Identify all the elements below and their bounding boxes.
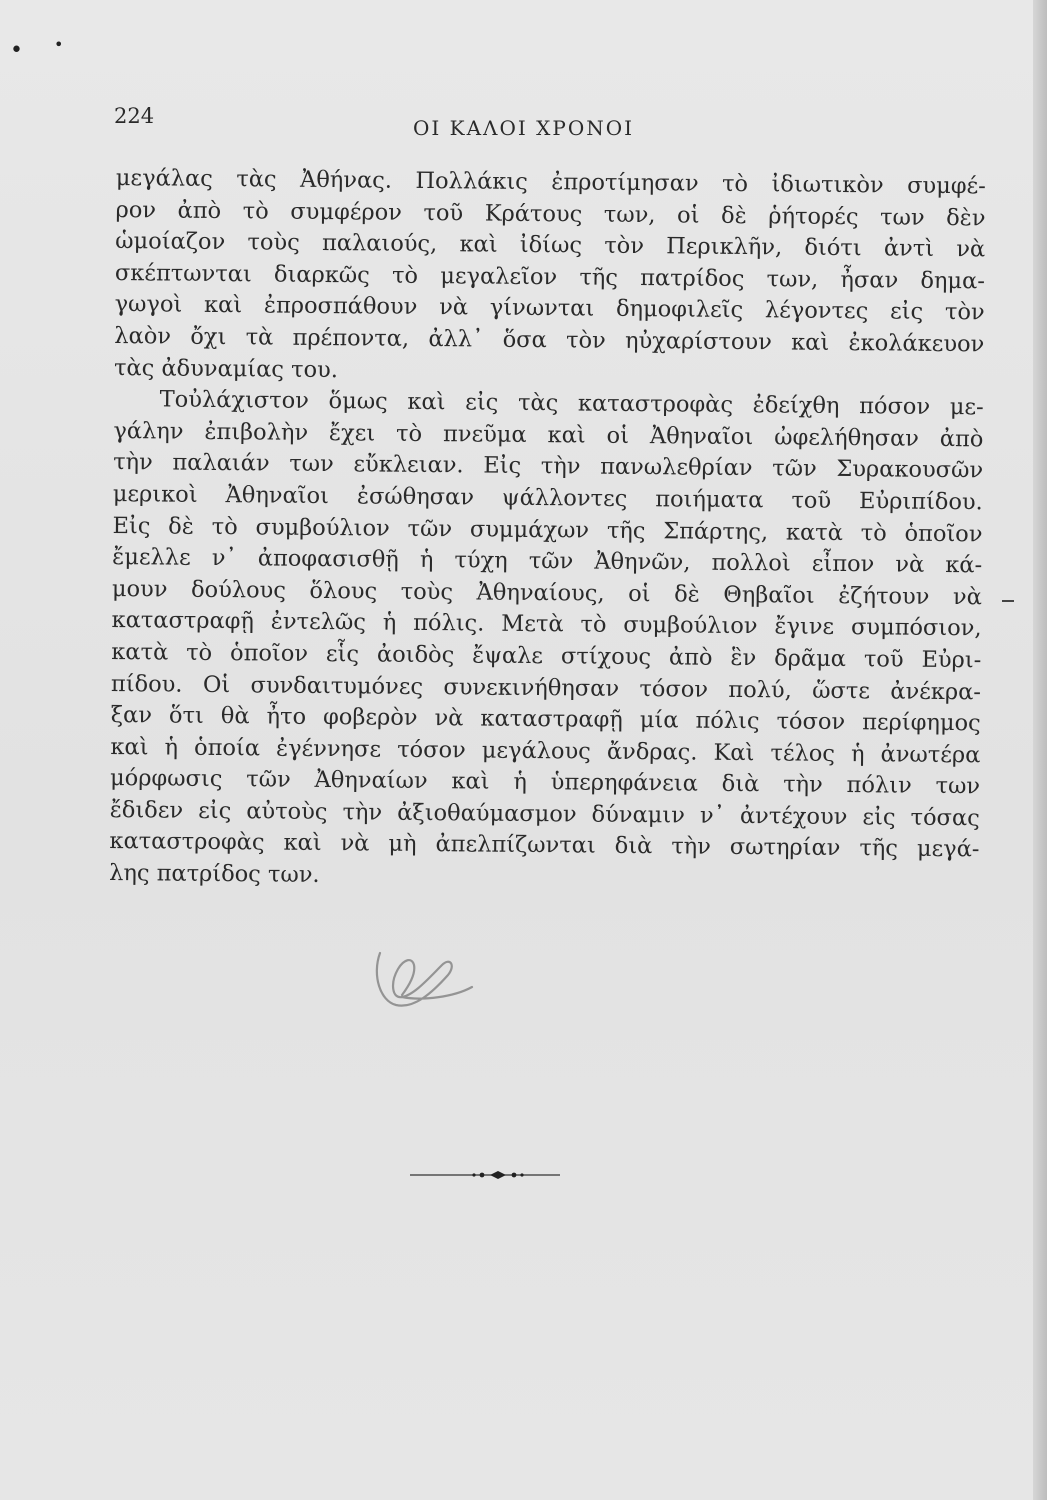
page-edge-shadow bbox=[1033, 0, 1047, 1500]
text-line: γωγοὶ καὶ ἐπροσπάθουν νὰ γίνωνται δημοφιλεῖς λέγοντες εἰς τὸν bbox=[114, 291, 985, 326]
text-line: κατὰ τὸ ὁποῖον εἷς ἀοιδὸς ἔψαλε στίχους ἀπὸ ἓν δρᾶμα τοῦ Εὐρι- bbox=[111, 638, 982, 674]
stray-ink-mark bbox=[1002, 600, 1014, 602]
running-head: ΟΙ ΚΑΛΟΙ ΧΡΟΝΟΙ bbox=[412, 116, 635, 140]
text-line: τὴν παλαιάν των εὔκλειαν. Εἰς τὴν πανωλεθρίαν τῶν Συρακουσῶν bbox=[113, 449, 984, 484]
text-line: μουν δούλους ὅλους τοὺς Ἀθηναίους, οἱ δὲ Θηβαῖοι ἐζήτουν νὰ bbox=[111, 575, 982, 611]
body-text bbox=[109, 163, 986, 898]
text-line: Τοὐλάχιστον ὅμως καὶ εἰς τὰς καταστροφὰς ἐδείχθη πόσον με- bbox=[159, 386, 984, 421]
text-line: καταστροφὰς καὶ νὰ μὴ ἀπελπίζωνται διὰ τὴν σωτηρίαν τῆς μεγά- bbox=[109, 828, 980, 863]
text-line: πίδου. Οἱ συνδαιτυμόνες συνεκινήθησαν τόσον πολύ, ὥστε ἀνέκρα- bbox=[110, 670, 982, 705]
text-line: καὶ ἡ ὁποία ἐγέννησε τόσον μεγάλους ἄνδρας. Καὶ τέλος ἡ ἀνωτέρα bbox=[110, 733, 981, 769]
page-number: 224 bbox=[114, 104, 155, 128]
text-line: τὰς ἀδυναμίας του. bbox=[113, 354, 339, 383]
paragraph-1 bbox=[114, 163, 986, 392]
text-line: ὡμοίαζον τοὺς παλαιούς, καὶ ἰδίως τὸν Περικλῆν, διότι ἀντὶ νὰ bbox=[115, 228, 986, 263]
text-line: καταστραφῇ ἐντελῶς ἡ πόλις. Μετὰ τὸ συμβούλιον ἔγινε συμπόσιον, bbox=[111, 607, 982, 642]
text-line: Εἰς δὲ τὸ συμβούλιον τῶν συμμάχων τῆς Σπάρτης, κατὰ τὸ ὁποῖον bbox=[112, 512, 983, 547]
end-ornament bbox=[410, 1168, 560, 1182]
ink-dot: • bbox=[10, 38, 23, 63]
text-line: γάλην ἐπιβολὴν ἔχει τὸ πνεῦμα καὶ οἱ Ἀθηναῖοι ὠφελήθησαν ἀπὸ bbox=[113, 417, 984, 453]
text-line: λαὸν ὄχι τὰ πρέποντα, ἀλλ᾿ ὅσα τὸν ηὐχαρίστουν καὶ ἐκολάκευον bbox=[114, 322, 985, 358]
text-line: ἔδιδεν εἰς αὐτοὺς τὴν ἀξιοθαύμασμον δύναμιν ν᾿ ἀντέχουν εἰς τόσας bbox=[109, 796, 980, 832]
text-line: ξαν ὅτι θὰ ἦτο φοβερὸν νὰ καταστραφῇ μία πόλις τόσον περίφημος bbox=[110, 702, 981, 737]
text-line: σκέπτωνται διαρκῶς τὸ μεγαλεῖον τῆς πατρίδος των, ἦσαν δημα- bbox=[114, 259, 986, 295]
text-line: μεγάλας τὰς Ἀθήνας. Πολλάκις ἐπροτίμησαν τὸ ἰδιωτικὸν συμφέ- bbox=[115, 164, 986, 200]
text-line: μερικοὶ Ἀθηναῖοι ἐσώθησαν ψάλλοντες ποιήματα τοῦ Εὐριπίδου. bbox=[112, 480, 983, 516]
text-line: μόρφωσις τῶν Ἀθηναίων καὶ ἡ ὑπερηφάνεια διὰ τὴν πόλιν των bbox=[109, 765, 981, 800]
text-line: λης πατρίδος των. bbox=[109, 860, 320, 889]
paragraph-2 bbox=[109, 384, 984, 898]
text-line: ἔμελλε ν᾿ ἀποφασισθῇ ἡ τύχη τῶν Ἀθηνῶν, πολλοὶ εἶπον νὰ κά- bbox=[112, 544, 983, 579]
handwritten-signature bbox=[362, 935, 482, 1015]
ink-dot: • bbox=[54, 35, 64, 54]
text-line: ρον ἀπὸ τὸ συμφέρον τοῦ Κράτους των, οἱ δὲ ῥήτορές των δὲν bbox=[115, 196, 986, 231]
